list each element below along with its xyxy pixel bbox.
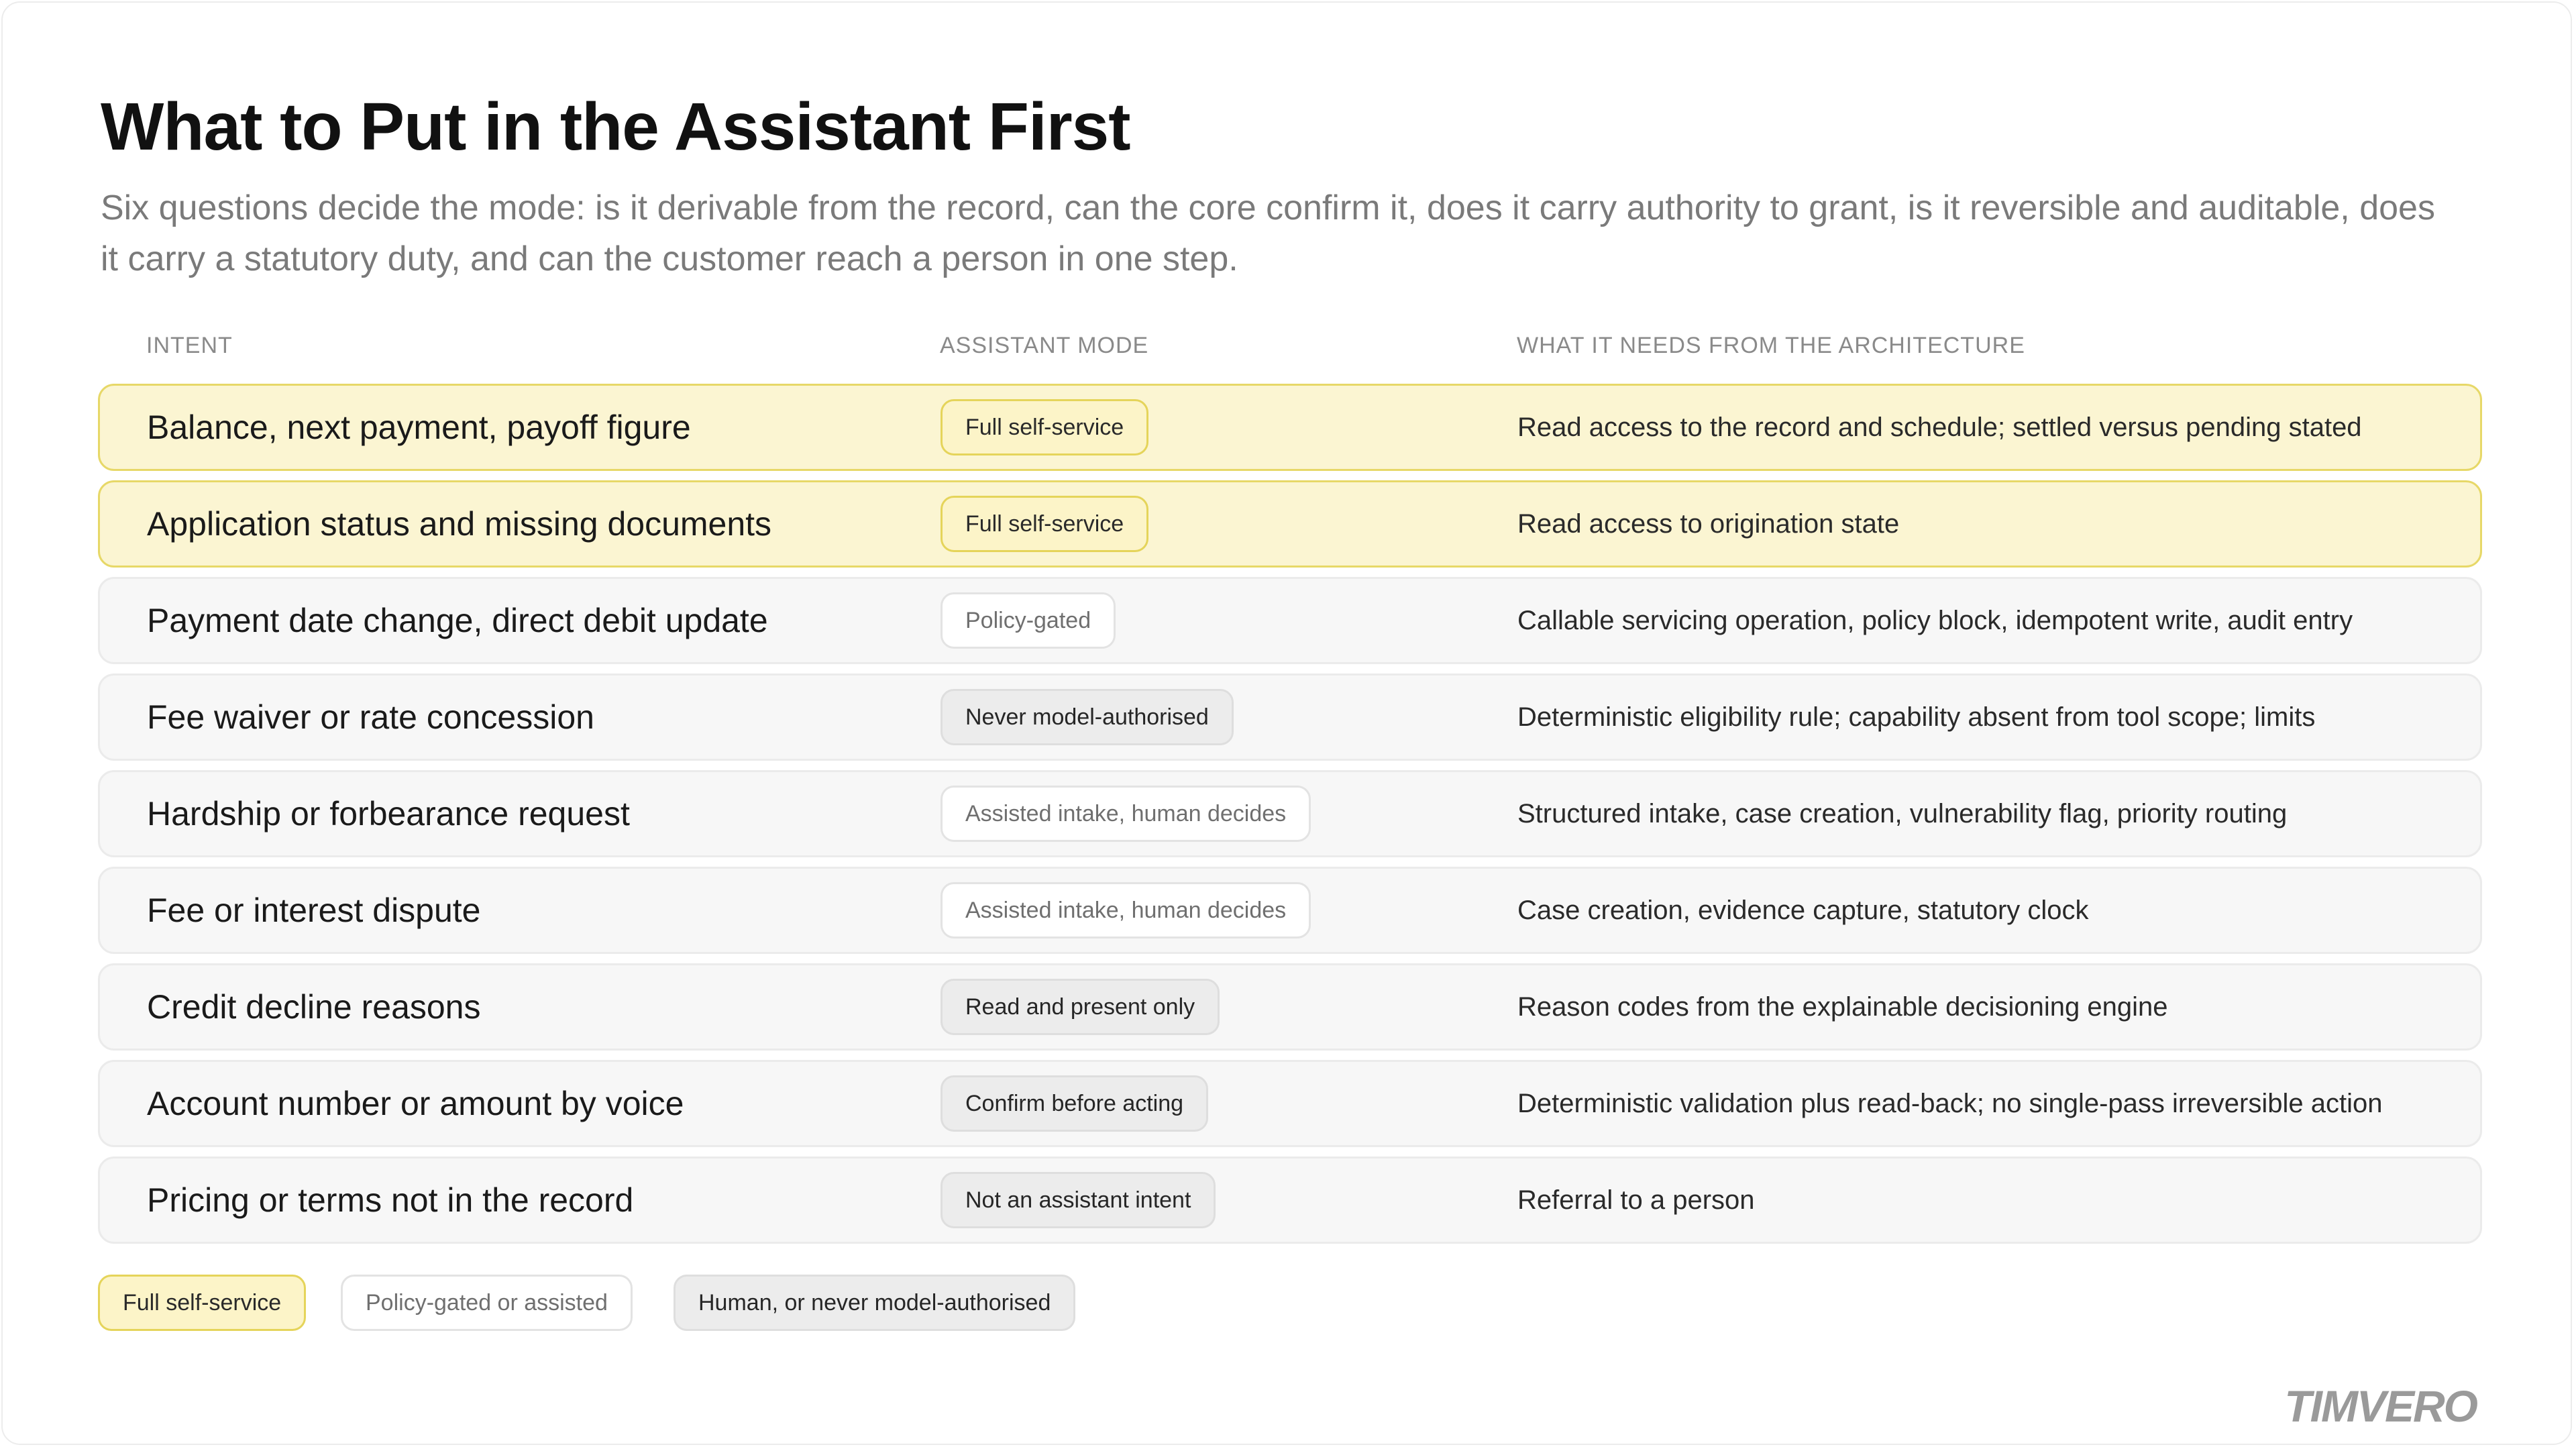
needs-cell: Deterministic validation plus read-back; no single-pass irreversible action [1517, 1089, 2383, 1118]
slide [1, 1, 2572, 1445]
column-header-intent: INTENT [146, 333, 233, 358]
intent-cell: Fee waiver or rate concession [147, 698, 594, 736]
needs-cell: Read access to origination state [1517, 509, 1900, 539]
table-row [98, 1060, 2482, 1147]
needs-cell: Deterministic eligibility rule; capability absent from tool scope; limits [1517, 702, 2316, 732]
intent-cell: Pricing or terms not in the record [147, 1181, 634, 1219]
mode-badge: Assisted intake, human decides [941, 786, 1311, 842]
intent-cell: Payment date change, direct debit update [147, 602, 768, 639]
mode-badge: Not an assistant intent [941, 1172, 1216, 1228]
table-row [98, 674, 2482, 761]
table-row [98, 867, 2482, 954]
mode-badge: Assisted intake, human decides [941, 882, 1311, 938]
mode-badge: Policy-gated [941, 592, 1116, 649]
table-row [98, 770, 2482, 857]
table-row [98, 963, 2482, 1051]
needs-cell: Structured intake, case creation, vulnerability flag, priority routing [1517, 799, 2288, 828]
column-header-needs: WHAT IT NEEDS FROM THE ARCHITECTURE [1517, 333, 2025, 358]
intent-cell: Account number or amount by voice [147, 1085, 684, 1122]
table-row [98, 1157, 2482, 1244]
legend-policy-gated: Policy-gated or assisted [341, 1275, 633, 1331]
mode-badge: Full self-service [941, 399, 1148, 455]
intent-cell: Credit decline reasons [147, 988, 481, 1026]
mode-badge: Full self-service [941, 496, 1148, 552]
needs-cell: Reason codes from the explainable decisioning engine [1517, 992, 2168, 1022]
intent-cell: Application status and missing documents [147, 505, 772, 543]
mode-badge: Confirm before acting [941, 1075, 1208, 1132]
table-row [98, 577, 2482, 664]
mode-badge: Read and present only [941, 979, 1220, 1035]
intent-cell: Balance, next payment, payoff figure [147, 409, 691, 446]
legend-full-self-service: Full self-service [98, 1275, 306, 1331]
column-header-mode: ASSISTANT MODE [940, 333, 1149, 358]
brand-logo: TIMVERO [2284, 1381, 2477, 1431]
intent-cell: Fee or interest dispute [147, 892, 481, 929]
table-row [98, 480, 2482, 568]
page-title: What to Put in the Assistant First [101, 89, 1130, 164]
mode-badge: Never model-authorised [941, 689, 1234, 745]
legend-human: Human, or never model-authorised [674, 1275, 1075, 1331]
intent-cell: Hardship or forbearance request [147, 795, 630, 833]
table-row [98, 384, 2482, 471]
page-subtitle: Six questions decide the mode: is it derivable from the record, can the core confirm it, does it carry authority to grant, is it reversible and auditable, does it carry a statutory duty, and can the customer reach a person in one step. [101, 189, 2435, 278]
needs-cell: Referral to a person [1517, 1185, 1755, 1215]
needs-cell: Case creation, evidence capture, statutory clock [1517, 896, 2089, 925]
needs-cell: Callable servicing operation, policy block, idempotent write, audit entry [1517, 606, 2353, 635]
needs-cell: Read access to the record and schedule; settled versus pending stated [1517, 413, 2362, 442]
